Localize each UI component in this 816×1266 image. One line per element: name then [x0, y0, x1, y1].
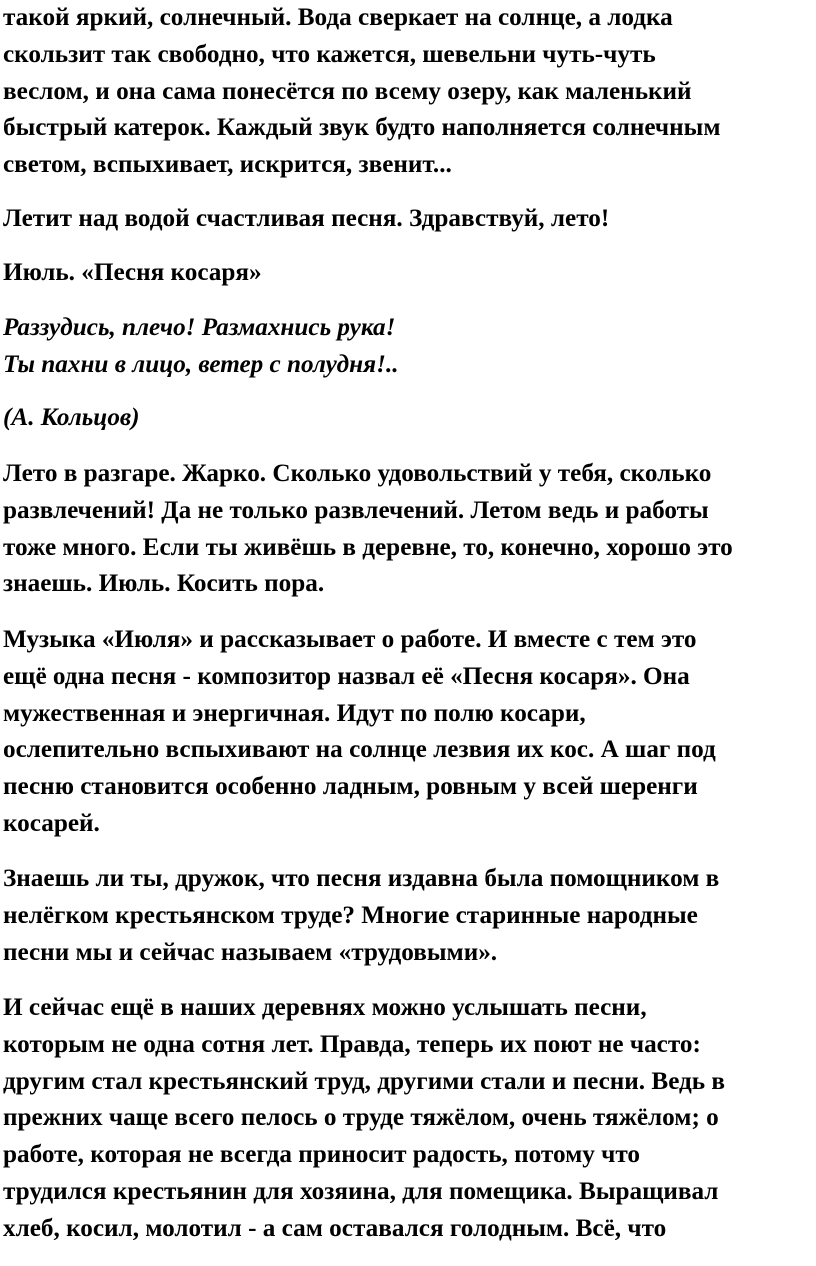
section-heading-july	[3, 255, 262, 292]
text-line: косарей.	[3, 809, 100, 837]
text-line: И сейчас ещё в наших деревнях можно услышать песни,	[3, 994, 647, 1021]
paragraph-work-songs	[3, 861, 719, 971]
text-line: знаешь. Июль. Косить пора.	[3, 570, 325, 598]
text-line: работе, которая не всегда приносит радость, потому что	[3, 1141, 640, 1169]
text-line: веслом, и она сама понесётся по всему озеру, как маленький	[3, 77, 692, 105]
text-line: Июль. «Песня косаря»	[3, 259, 262, 286]
paragraph-mowers-song	[3, 622, 716, 843]
text-line: скользит так свободно, что кажется, шевельни чуть-чуть	[3, 40, 656, 68]
text-line: песню становится особенно ладным, ровным у всей шеренги	[3, 773, 698, 801]
text-line: светом, вспыхивает, искрится, звенит...	[3, 151, 452, 179]
text-line: Знаешь ли ты, дружок, что песня издавна была помощником в	[3, 865, 720, 892]
paragraph-old-songs	[3, 990, 725, 1248]
text-line: ещё одна песня - композитор назвал её «Песня косаря». Она	[3, 662, 690, 690]
text-line: другим стал крестьянский труд, другими стали и песни. Ведь в	[3, 1067, 726, 1095]
text-line: мужественная и энергичная. Идут по полю косари,	[3, 699, 586, 727]
text-line: развлечений! Да не только развлечений. Летом ведь и работы	[3, 496, 709, 524]
poem-author	[3, 400, 140, 437]
text-line: Летит над водой счастливая песня. Здравствуй, лето!	[3, 205, 610, 232]
poem-quote	[3, 310, 399, 384]
poem-line: Раззудись, плечо! Размахнись рука!	[3, 314, 396, 341]
paragraph-hello-summer	[3, 201, 609, 238]
poem-line: Ты пахни в лицо, ветер с полудня!..	[3, 350, 399, 378]
text-line: хлеб, косил, молотил - а сам оставался голодным. Всё, что	[3, 1214, 667, 1242]
text-line: Музыка «Июля» и рассказывает о работе. И вместе с тем это	[3, 626, 697, 653]
text-line: (А. Кольцов)	[3, 404, 140, 431]
text-line: которым не одна сотня лет. Правда, теперь их поют не часто:	[3, 1030, 701, 1058]
text-line: Лето в разгаре. Жарко. Сколько удовольствий у тебя, сколько	[3, 460, 712, 487]
text-line: нелёгком крестьянском труде? Многие старинные народные	[3, 901, 698, 929]
text-line: ослепительно вспыхивают на солнце лезвия их кос. А шаг под	[3, 736, 716, 764]
paragraph-sunny-lake	[3, 0, 720, 184]
text-line: такой яркий, солнечный. Вода сверкает на солнце, а лодка	[3, 4, 673, 31]
text-line: песни мы и сейчас называем «трудовыми».	[3, 938, 498, 966]
text-line: тоже много. Если ты живёшь в деревне, то, конечно, хорошо это	[3, 533, 733, 561]
paragraph-summer-work	[3, 456, 733, 603]
text-line: трудился крестьянин для хозяина, для помещика. Выращивал	[3, 1177, 719, 1205]
text-line: быстрый катерок. Каждый звук будто наполняется солнечным	[3, 114, 721, 142]
text-line: прежних чаще всего пелось о труде тяжёлом, очень тяжёлом; о	[3, 1104, 719, 1132]
